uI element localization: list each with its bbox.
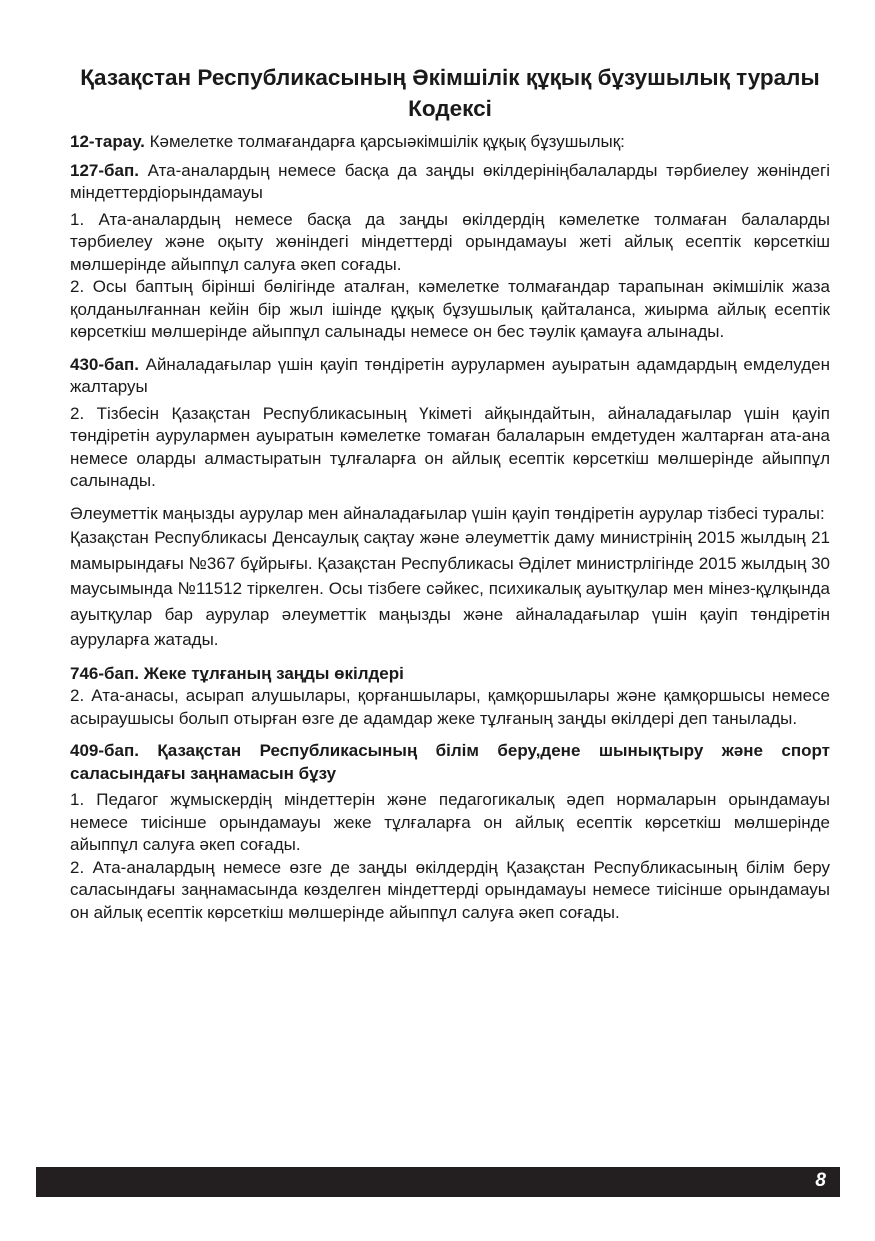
document-body — [70, 62, 830, 934]
article-409-heading: 409-бап. Қазақстан Республикасының білім беру,дене шынықтыру және спорт саласындағы заңнамасын бұзу — [70, 741, 830, 783]
article-430-paragraph-2: 2. Тізбесін Қазақстан Республикасының Үкіметі айқындайтын, айналадағылар үшін қауіп төндіретін аурулармен ауыратын кәмелетке томаған балаларын емдетуден жалтарған ата-ана немесе оларды алмастыратын тұлғаларға он айлық есептік көрсеткіш мөлшерінде айыппұл салынады. — [70, 403, 830, 490]
article-430-heading-line — [70, 354, 830, 399]
chapter-label: 12-тарау. — [70, 132, 145, 151]
article-746 — [70, 663, 830, 731]
article-127-heading: Ата-аналардың немесе басқа да заңды өкілдерініңбалаларды тәрбиелеу жөніндегі міндеттердіорындамауы — [70, 160, 830, 202]
article-746-heading: 746-бап. Жеке тұлғаның заңды өкілдері — [70, 663, 404, 683]
page-number: 8 — [815, 1170, 826, 1191]
chapter-line — [70, 131, 830, 154]
social-note-paragraph-2: Қазақстан Республикасы Денсаулық сақтау және әлеуметтік даму министрінің 2015 жылдың 21 мамырындағы №367 бұйрығы. Қазақстан Республикасы Әділет министрлігінде 2015 жылдың 30 маусымында №11512 тіркелген. Осы тізбеге сәйкес, психикалық ауытқулар мен мінез-құлқында ауытқулар бар аурулар әлеуметтік маңызды және айналадағылар үшін қауіп төндіретін ауруларға жатады. — [70, 528, 830, 649]
footer-bar — [36, 1167, 840, 1197]
article-127-label: 127-бап. — [70, 160, 139, 180]
page-title: Қазақстан Республикасының Әкімшілік құқық бұзушылық туралы Кодексі — [80, 65, 820, 121]
social-diseases-note — [70, 503, 830, 653]
article-746-paragraph-2: 2. Ата-анасы, асырап алушылары, қорғаншылары, қамқоршылары және қамқоршысы немесе асыраушысы болып отырған өзге де адамдар жеке тұлғаның заңды өкілдері деп танылады. — [70, 686, 830, 728]
article-430-heading: Айналадағылар үшін қауіп төндіретін аурулармен ауыратын адамдардың емделуден жалтаруы — [70, 354, 830, 396]
article-127-heading-line — [70, 160, 830, 205]
article-430-label: 430-бап. — [70, 354, 139, 374]
article-409 — [70, 740, 830, 924]
article-409-paragraph-2: 2. Ата-аналардың немесе өзге де заңды өкілдердің Қазақстан Республикасының білім беру саласындағы заңнамасында көзделген міндеттерді орындамауы немесе тиісінше орындамауы он айлық есептік көрсеткіш мөлшерінде айыппұл салуға әкеп соғады. — [70, 857, 830, 922]
chapter-text: Кәмелетке толмағандарға қарсыәкімшілік құқық бұзушылық: — [144, 132, 625, 151]
social-note-paragraph-1: Әлеуметтік маңызды аурулар мен айналадағылар үшін қауіп төндіретін аурулар тізбесі туралы: — [70, 503, 825, 523]
article-409-paragraph-1: 1. Педагог жұмыскердің міндеттерін және педагогикалық әдеп нормаларын орындамауы немесе тиісінше орындамауы жеке тұлғаларға он айлық есептік көрсеткіш мөлшерінде айыппұл салуға әкеп соғады. — [70, 790, 830, 854]
article-127 — [70, 160, 830, 344]
article-127-paragraph-2: 2. Осы баптың бірінші бөлігінде аталған, кәмелетке толмағандар тарапынан әкімшілік жаза қолданылғаннан кейін бір жыл ішінде құқық бұзушылық қайталанса, жиырма айлық есептік көрсеткіш мөлшерінде айыппұл салынады немесе он бес тәулік қамауға алынады. — [70, 277, 830, 341]
article-127-paragraph-1: 1. Ата-аналардың немесе басқа да заңды өкілдердің кәмелетке толмаған балаларды тәрбиелеу және оқыту жөніндегі міндеттерді орындамауы жеті айлық есептік көрсеткіш мөлшерінде айыппұл салуға әкеп соғады. — [70, 209, 830, 274]
article-430 — [70, 354, 830, 493]
